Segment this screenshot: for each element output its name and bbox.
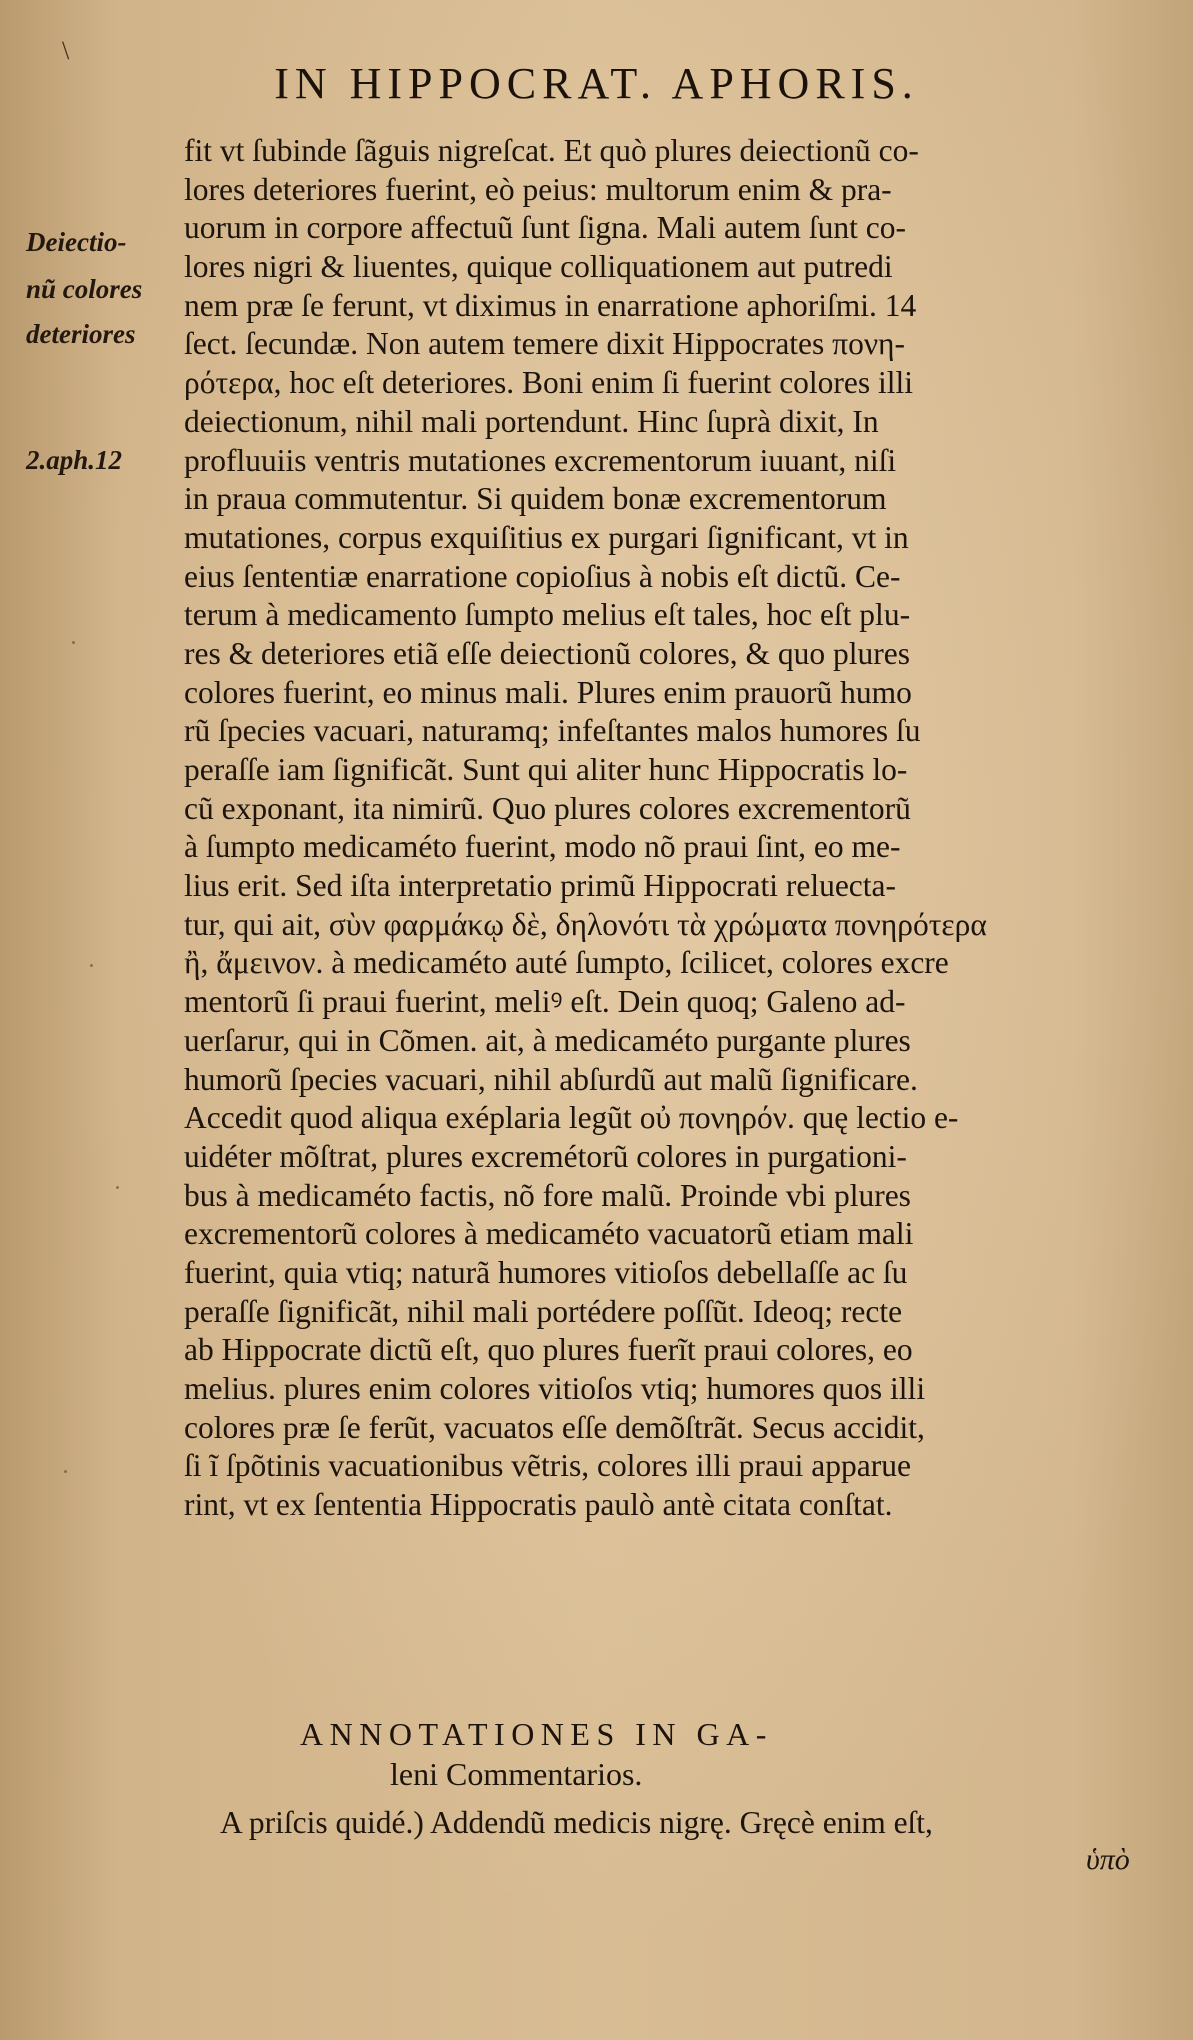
annotations-heading: ANNOTATIONES IN GA- bbox=[300, 1716, 773, 1752]
text-line: tur, qui ait, σὺν φαρμάκῳ δὲ, δηλονότι τὰ χρώματα πονηρότερα bbox=[184, 906, 987, 942]
text-line: à ſumpto medicaméto fuerint, modo nõ praui ſint, eo me- bbox=[184, 829, 901, 865]
text-line: peraſſe iam ſignificãt. Sunt qui aliter hunc Hippocratis lo- bbox=[184, 752, 908, 787]
text-line: profluuiis ventris mutationes excrementorum iuuant, niſi bbox=[184, 442, 897, 478]
text-line: ſect. ſecundæ. Non autem temere dixit Hippocrates πονη- bbox=[184, 326, 906, 362]
text-line: rũ ſpecies vacuari, naturamq; infeſtantes malos humores ſu bbox=[184, 713, 921, 749]
text-line: lores nigri & liuentes, quique colliquationem aut putredi bbox=[184, 249, 893, 285]
text-line: rint, vt ex ſententia Hippocratis paulò antè citata conſtat. bbox=[184, 1487, 893, 1523]
text-line: eius ſententiæ enarratione copioſius à nobis eſt dictũ. Ce- bbox=[184, 558, 901, 594]
text-line: mentorũ ſi praui fuerint, meliꝰ eſt. Dein quoq; Galeno ad- bbox=[184, 984, 906, 1020]
main-text-block bbox=[184, 132, 1144, 1525]
text-line: nem præ ſe ferunt, vt diximus in enarratione aphoriſmi. 14 bbox=[184, 287, 917, 323]
text-line: colores præ ſe ferũt, vacuatos eſſe demõſtrãt. Secus accidit, bbox=[184, 1409, 925, 1445]
text-line: ἢ, ἄμεινον. à medicaméto auté ſumpto, ſcilicet, colores excre bbox=[184, 945, 949, 981]
text-line: peraſſe ſignificãt, nihil mali portédere poſſũt. Ideoq; recte bbox=[184, 1293, 903, 1329]
text-line: melius. plures enim colores vitioſos vtiq; humores quos illi bbox=[184, 1371, 926, 1406]
corner-mark: \ bbox=[62, 36, 70, 65]
text-line: bus à medicaméto factis, nõ fore malũ. Proinde vbi plures bbox=[184, 1177, 911, 1213]
text-line: uidéter mõſtrat, plures excremétorũ colores in purgationi- bbox=[184, 1138, 907, 1174]
text-line: terum à medicamento ſumpto melius eſt tales, hoc eſt plu- bbox=[184, 597, 911, 633]
text-line: lores deteriores fuerint, eò peius: multorum enim & pra- bbox=[184, 171, 892, 207]
text-line: uerſarur, qui in Cõmen. ait, à medicaméto purgante plures bbox=[184, 1022, 911, 1058]
text-line: ab Hippocrate dictũ eſt, quo plures fuerĩt praui colores, eo bbox=[184, 1332, 913, 1368]
text-line: ſi ĩ ſpõtinis vacuationibus vẽtris, colores illi praui apparue bbox=[184, 1448, 911, 1484]
text-line: in praua commutentur. Si quidem bonæ excrementorum bbox=[184, 481, 887, 517]
annotations-subheading: leni Commentarios. bbox=[390, 1756, 643, 1792]
margin-note-2: nũ colores bbox=[26, 274, 143, 304]
margin-note-1: Deiectio- bbox=[26, 227, 127, 257]
annotation-line: A priſcis quidé.) Addendũ medicis nigrę. Gręcè enim eſt, bbox=[220, 1805, 933, 1840]
text-line: deiectionum, nihil mali portendunt. Hinc ſuprà dixit, In bbox=[184, 403, 879, 439]
text-line: uorum in corpore affectuũ ſunt ſigna. Mali autem ſunt co- bbox=[184, 210, 906, 246]
text-line: ρότερα, hoc eſt deteriores. Boni enim ſi fuerint colores illi bbox=[184, 365, 914, 401]
catchword: ὑπὸ bbox=[1086, 1843, 1130, 1876]
text-line: Accedit quod aliqua exéplaria legũt οὐ πονηρόν. quę lectio e- bbox=[184, 1100, 959, 1136]
running-head: IN HIPPOCRAT. APHORIS. bbox=[274, 59, 919, 108]
text-line: fuerint, quia vtiq; naturã humores vitioſos debellaſſe ac ſu bbox=[184, 1254, 908, 1290]
text-line: cũ exponant, ita nimirũ. Quo plures colores excrementorũ bbox=[184, 790, 911, 826]
text-line: res & deteriores etiã eſſe deiectionũ colores, & quo plures bbox=[184, 635, 910, 671]
text-line: lius erit. Sed iſta interpretatio primũ Hippocrati reluecta- bbox=[184, 868, 897, 904]
margin-note-3: deteriores bbox=[26, 319, 136, 349]
text-line: colores fuerint, eo minus mali. Plures enim prauorũ humo bbox=[184, 674, 912, 710]
text-line: excrementorũ colores à medicaméto vacuatorũ etiam mali bbox=[184, 1216, 914, 1252]
text-line: mutationes, corpus exquiſitius ex purgari ſignificant, vt in bbox=[184, 519, 909, 555]
text-line: fit vt ſubinde ſãguis nigreſcat. Et quò plures deiectionũ co- bbox=[184, 133, 919, 168]
margin-note-4: 2.aph.12 bbox=[26, 445, 123, 475]
text-line: humorũ ſpecies vacuari, nihil abſurdũ aut malũ ſignificare. bbox=[184, 1061, 918, 1097]
